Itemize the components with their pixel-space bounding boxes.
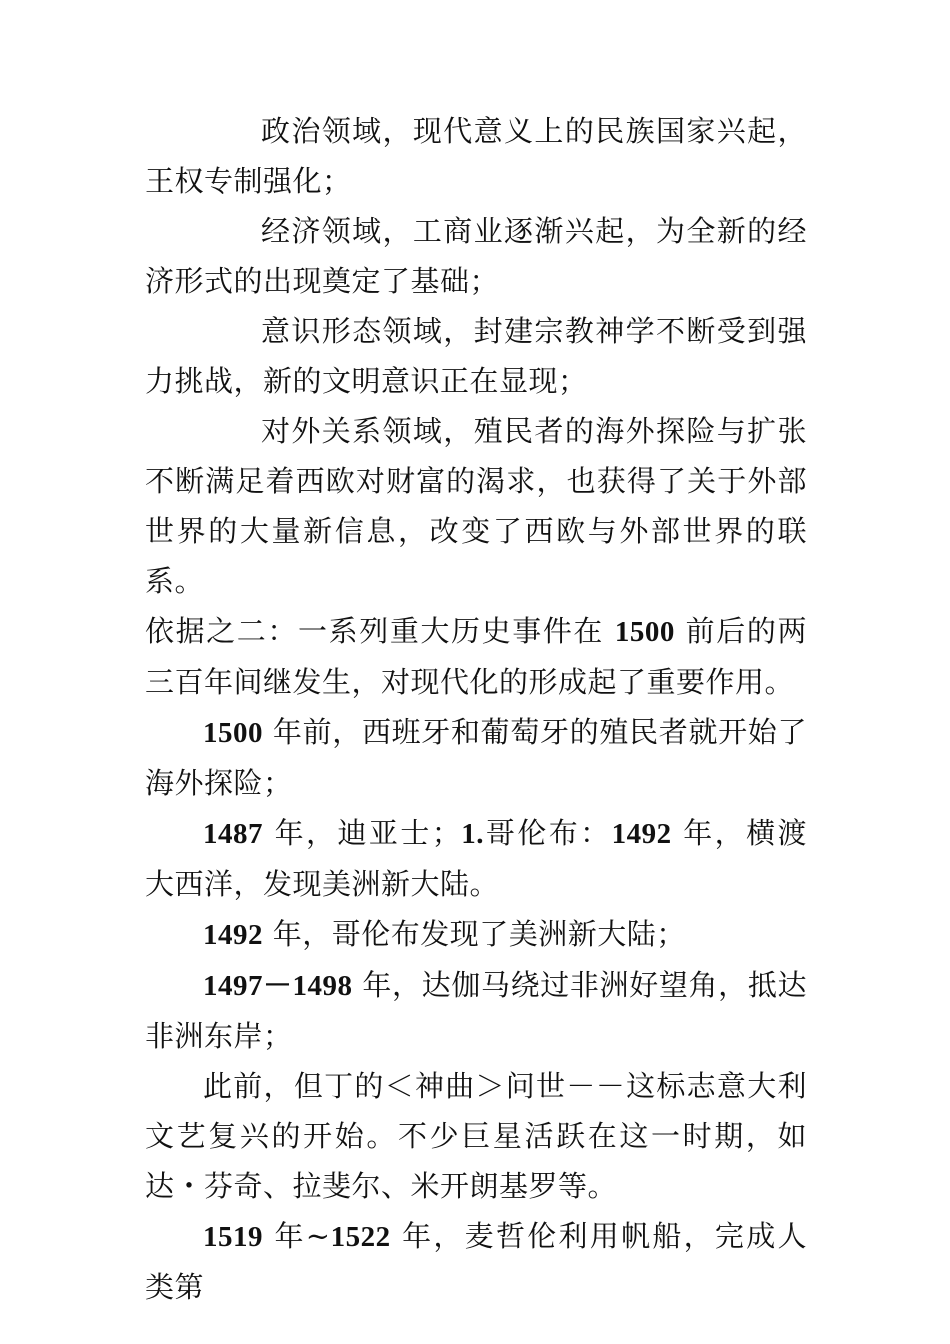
text-run: 年，横渡大西洋，发现美洲新大陆。 bbox=[145, 816, 808, 901]
paragraph-1500 bbox=[145, 707, 807, 808]
paragraph-1497 bbox=[145, 960, 807, 1061]
year-bold: 1497－1498 bbox=[203, 970, 353, 1002]
text-run: 依据之二：一系列重大历史事件在 bbox=[145, 614, 615, 648]
paragraph-economy: 经济领域，工商业逐渐兴起，为全新的经济形式的出现奠定了基础； bbox=[145, 214, 807, 298]
text-run: 年，麦哲伦利用帆船，完成人类第 bbox=[145, 1219, 807, 1304]
text-run: 前后的两三百年间继发生，对现代化的形成起了重要作用。 bbox=[145, 614, 807, 699]
year-bold: 1522 bbox=[330, 1221, 391, 1253]
year-bold: 1487 bbox=[203, 818, 263, 850]
year-bold: 1500 bbox=[614, 616, 675, 648]
paragraph-1492 bbox=[145, 909, 807, 960]
paragraph-politics: 政治领域，现代意义上的民族国家兴起，王权专制强化； bbox=[145, 114, 807, 198]
text-run: 年，达伽马绕过非洲好望角，抵达非洲东岸； bbox=[145, 968, 807, 1053]
year-bold: 1492 bbox=[203, 919, 263, 951]
paragraph-foreign-relations: 对外关系领域，殖民者的海外探险与扩张不断满足着西欧对财富的渴求，也获得了关于外部世界的大量新信息，改变了西欧与外部世界的联系。 bbox=[145, 414, 807, 598]
paragraph-1487 bbox=[145, 808, 807, 909]
text-run: 哥伦布： bbox=[484, 816, 612, 850]
paragraph-ideology: 意识形态领域，封建宗教神学不断受到强力挑战，新的文明意识正在显现； bbox=[145, 314, 807, 398]
text-run: 年，哥伦布发现了美洲新大陆； bbox=[263, 917, 686, 951]
text-run: 年，迪亚士； bbox=[263, 816, 462, 850]
year-bold: 1500 bbox=[203, 717, 263, 749]
year-bold: 1519 bbox=[203, 1221, 263, 1253]
text-run: 年~ bbox=[263, 1219, 331, 1253]
paragraph-renaissance: 此前，但丁的＜神曲＞问世－－这标志意大利文艺复兴的开始。不少巨星活跃在这一时期，如达・芬奇、拉斐尔、米开朗基罗等。 bbox=[145, 1069, 807, 1203]
document-body bbox=[145, 106, 807, 1312]
paragraph-basis-two bbox=[145, 606, 807, 707]
paragraph-1519 bbox=[145, 1211, 807, 1312]
list-number-bold: 1. bbox=[461, 818, 484, 850]
text-run: 年前，西班牙和葡萄牙的殖民者就开始了海外探险； bbox=[145, 715, 807, 800]
year-bold: 1492 bbox=[611, 818, 672, 850]
